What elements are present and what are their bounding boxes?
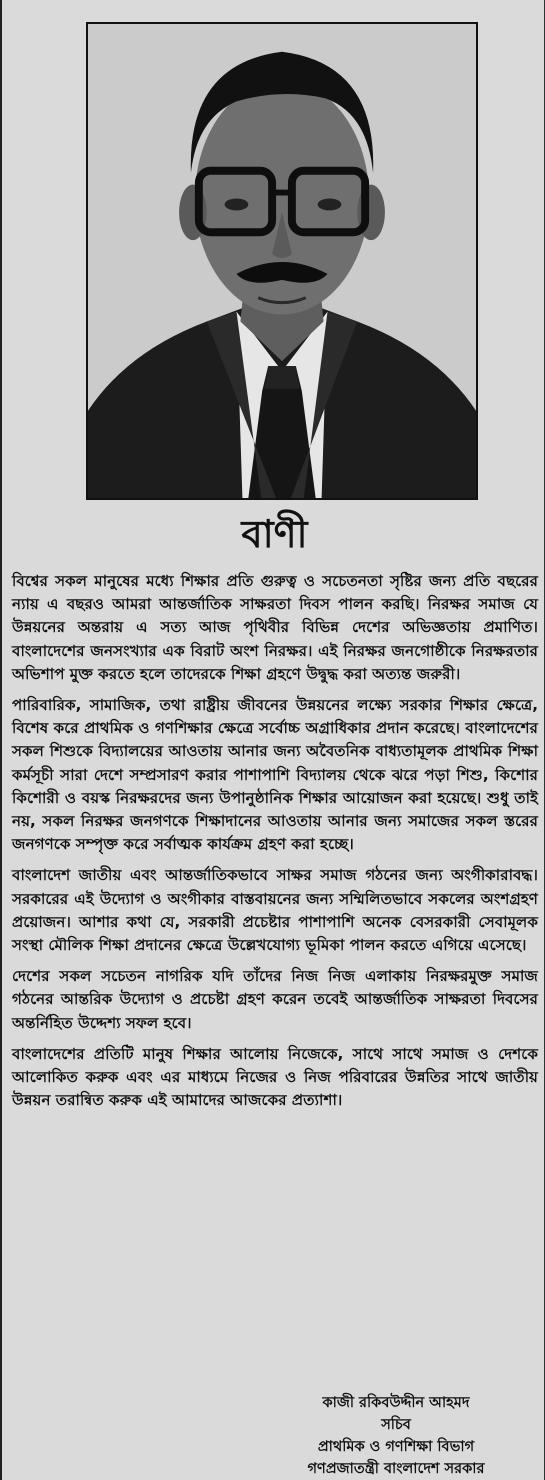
paragraph-2: পারিবারিক, সামাজিক, তথা রাষ্ট্রীয় জীবনের উন্নয়নের লক্ষ্যে সরকার শিক্ষার ক্ষেত্রে, বিশেষ করে প্রাথমিক ও গণশিক্ষার ক্ষেত্রে সর্বোচ্চ অগ্রাধিকার প্রদান করেছে। বাংলাদেশের সকল শিশুকে বিদ্যালয়ের আওতায় আনার জন্য অবৈতনিক বাধ্যতামূলক প্রাথমিক শিক্ষা কর্মসূচী সারা দেশে সম্প্রসারণ করার পাশাপাশি বিদ্যালয় থেকে ঝরে পড়া শিশু, কিশোর কিশোরী ও বয়স্ক নিরক্ষরদের জন্য উপানুষ্ঠানিক শিক্ষার আয়োজন করা হয়েছে। শুধু তাই নয়, সকল নিরক্ষর জনগণকে শিক্ষাদানের আওতায় আনার জন্য সমাজের সকল স্তরের জনগণকে সম্পৃক্ত করে সর্বাত্মক কার্যক্রম গ্রহণ করা হচ্ছে। [12,696,538,854]
paragraph-1: বিশ্বের সকল মানুষের মধ্যে শিক্ষার প্রতি গুরুত্ব ও সচেতনতা সৃষ্টির জন্য প্রতি বছরের ন্যায় এ বছরও আমরা আন্তর্জাতিক সাক্ষরতা দিবস পালন করছি। নিরক্ষর সমাজ যে উন্নয়নের অন্তরায় এ সত্য আজ পৃথিবীর বিভিন্ন দেশের অভিজ্ঞতায় প্রমাণিত। বাংলাদেশের জনসংখ্যার এক বিরাট অংশ নিরক্ষর। এই নিরক্ষর জনগোষ্ঠীকে নিরক্ষরতার অভিশাপ মুক্ত করতে হলে তাদেরকে শিক্ষা গ্রহণে উদ্বুদ্ধ করা অত্যন্ত জরুরী। [12,572,538,683]
message-heading: বাণী [241,511,308,556]
signatory-title: সচিব [381,1417,411,1433]
portrait-photo [86,22,478,500]
paragraph-3: বাংলাদেশ জাতীয় এবং আন্তর্জাতিকভাবে সাক্ষর সমাজ গঠনের জন্য অংগীকারাবদ্ধ। সরকারের এই উদ্যোগ ও অংগীকার বাস্তবায়নের জন্য সম্মিলিতভাবে সকলের অংশগ্রহণ প্রয়োজন। আশার কথা যে, সরকারী প্রচেষ্টার পাশাপাশি অনেক বেসরকারী সেবামূলক সংস্থা মৌলিক শিক্ষা প্রদানের ক্ষেত্রে উল্লেখযোগ্য ভূমিকা পালন করতে এগিয়ে এসেছে। [12,866,538,955]
message-body [12,570,538,1120]
signatory-department: প্রাথমিক ও গণশিক্ষা বিভাগ [317,1439,475,1455]
portrait-image [88,24,476,498]
signatory-name: কাজী রকিবউদ্দীন আহমদ [322,1395,470,1411]
paragraph-4: দেশের সকল সচেতন নাগরিক যদি তাঁদের নিজ নিজ এলাকায় নিরক্ষরমুক্ত সমাজ গঠনের আন্তরিক উদ্যোগ ও প্রচেষ্টা গ্রহণ করেন তবেই আন্তর্জাতিক সাক্ষরতা দিবসের অন্তর্নিহিত উদ্দেশ্য সফল হবে। [12,967,538,1032]
signatory-government: গণপ্রজাতন্ত্রী বাংলাদেশ সরকার [307,1461,485,1477]
signature-block [266,1392,526,1480]
paragraph-5: বাংলাদেশের প্রতিটি মানুষ শিক্ষার আলোয় নিজেকে, সাথে সাথে সমাজ ও দেশকে আলোকিত করুক এবং এর মাধ্যমে নিজের ও নিজ পরিবারের উন্নতির সাথে জাতীয় উন্নয়ন তরান্বিত করুক এই আমাদের আজকের প্রত্যাশা। [12,1044,538,1110]
